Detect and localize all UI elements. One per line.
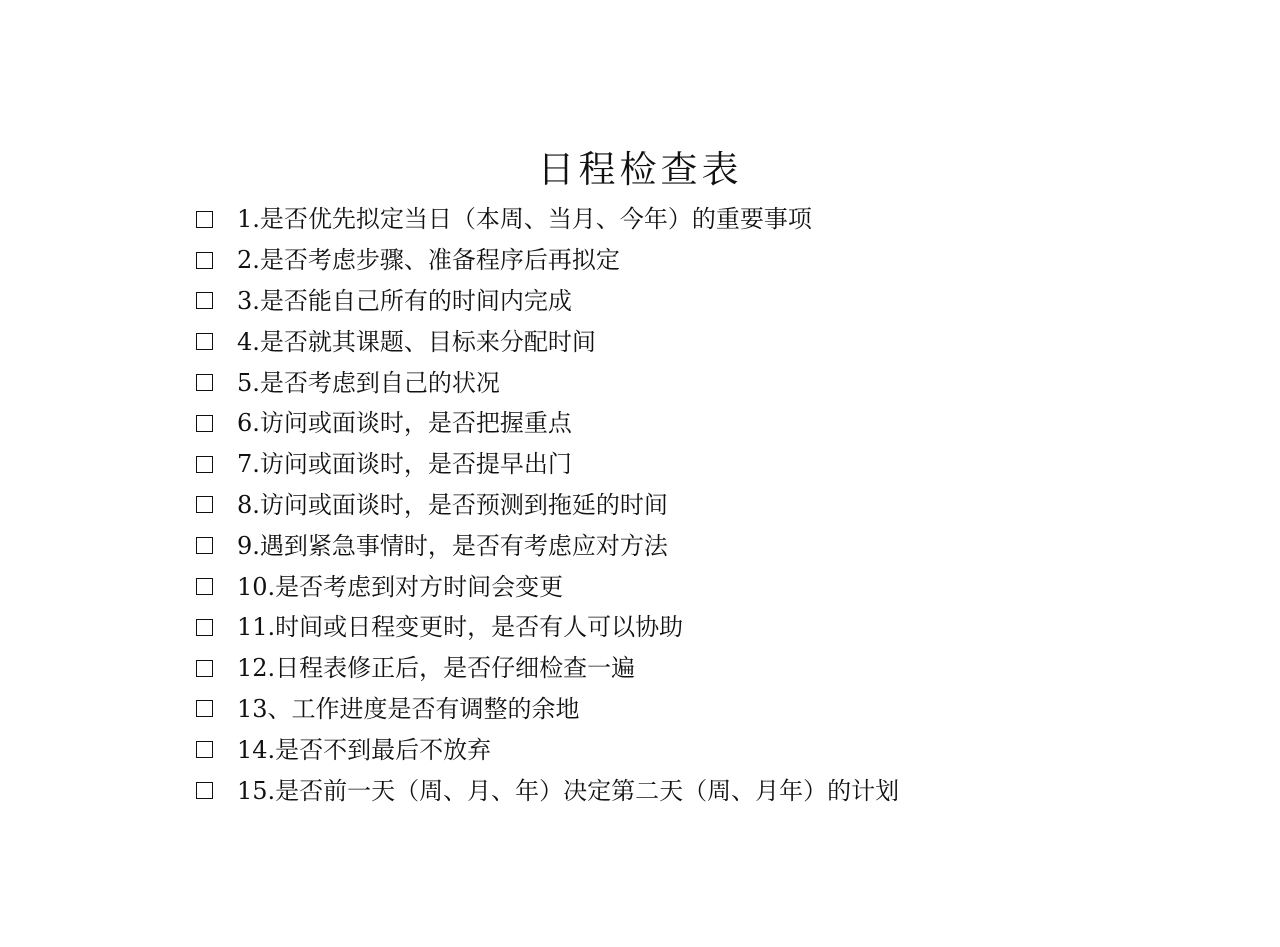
checklist-item xyxy=(196,485,899,526)
checkbox[interactable] xyxy=(196,782,213,799)
checklist-item-text: 7.访问或面谈时，是否提早出门 xyxy=(237,450,572,479)
checklist-item-text: 5.是否考虑到自己的状况 xyxy=(237,368,500,397)
checkbox[interactable] xyxy=(196,415,213,432)
checklist-item-text: 8.访问或面谈时，是否预测到拖延的时间 xyxy=(237,490,668,519)
checklist-item-text: 2.是否考虑步骤、准备程序后再拟定 xyxy=(237,246,620,275)
checkbox[interactable] xyxy=(196,333,213,350)
checklist-item xyxy=(196,362,899,403)
checklist-item-text: 12.日程表修正后，是否仔细检查一遍 xyxy=(237,654,636,683)
checklist-item xyxy=(196,444,899,485)
checkbox[interactable] xyxy=(196,252,213,269)
checklist-item-text: 13、工作进度是否有调整的余地 xyxy=(237,694,580,723)
checklist-item xyxy=(196,281,899,322)
checklist-item xyxy=(196,607,899,648)
checkbox[interactable] xyxy=(196,741,213,758)
checklist-item xyxy=(196,729,899,770)
checklist-item xyxy=(196,525,899,566)
checkbox[interactable] xyxy=(196,496,213,513)
checkbox[interactable] xyxy=(196,700,213,717)
checklist-item-text: 10.是否考虑到对方时间会变更 xyxy=(237,572,564,601)
checklist xyxy=(196,199,899,811)
checkbox[interactable] xyxy=(196,374,213,391)
checklist-item xyxy=(196,770,899,811)
checkbox[interactable] xyxy=(196,578,213,595)
checklist-item-text: 11.时间或日程变更时，是否有人可以协助 xyxy=(237,613,684,642)
checkbox[interactable] xyxy=(196,619,213,636)
page-title: 日程检查表 xyxy=(537,148,743,191)
checkbox[interactable] xyxy=(196,456,213,473)
checklist-item xyxy=(196,689,899,730)
checklist-item xyxy=(196,403,899,444)
checklist-item xyxy=(196,321,899,362)
checklist-item xyxy=(196,648,899,689)
checklist-item-text: 15.是否前一天（周、月、年）决定第二天（周、月年）的计划 xyxy=(237,776,900,805)
checklist-item xyxy=(196,566,899,607)
checklist-item-text: 3.是否能自己所有的时间内完成 xyxy=(237,286,572,315)
checklist-item-text: 14.是否不到最后不放弃 xyxy=(237,735,492,764)
checkbox[interactable] xyxy=(196,292,213,309)
checklist-item-text: 4.是否就其课题、目标来分配时间 xyxy=(237,327,596,356)
checklist-item xyxy=(196,240,899,281)
checkbox[interactable] xyxy=(196,660,213,677)
checklist-item xyxy=(196,199,899,240)
checkbox[interactable] xyxy=(196,211,213,228)
checklist-item-text: 9.遇到紧急事情时，是否有考虑应对方法 xyxy=(237,531,668,560)
checklist-item-text: 1.是否优先拟定当日（本周、当月、今年）的重要事项 xyxy=(237,205,812,234)
checkbox[interactable] xyxy=(196,537,213,554)
checklist-item-text: 6.访问或面谈时，是否把握重点 xyxy=(237,409,572,438)
